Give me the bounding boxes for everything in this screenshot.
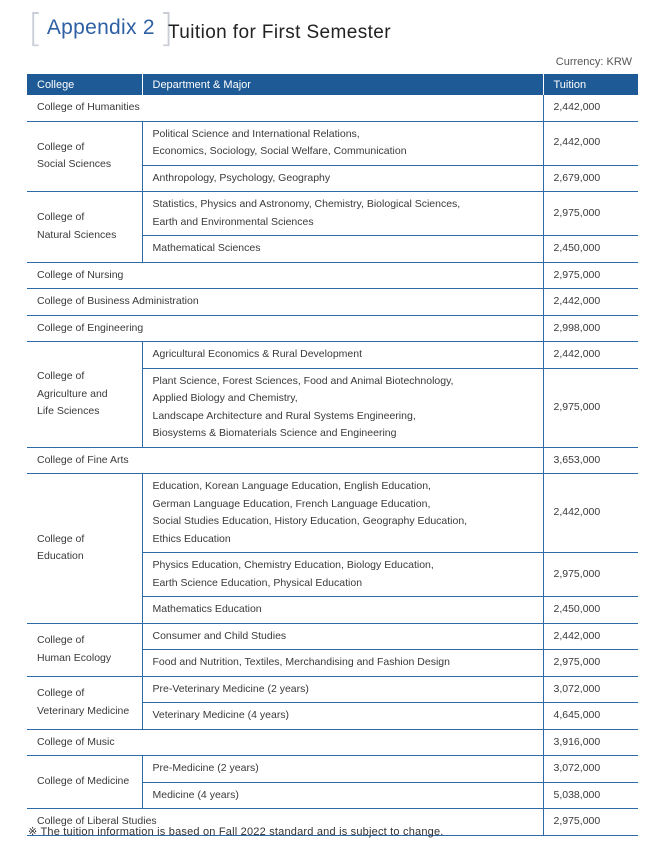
department-cell: Pre-Medicine (2 years)	[142, 756, 543, 783]
college-cell: College of Engineering	[27, 315, 543, 342]
tuition-cell: 2,975,000	[543, 192, 638, 236]
college-cell: College of Fine Arts	[27, 447, 543, 474]
tuition-cell: 2,975,000	[543, 262, 638, 289]
currency-note: Currency: KRW	[555, 56, 632, 68]
table-row	[27, 192, 638, 236]
tuition-cell: 2,998,000	[543, 315, 638, 342]
department-cell: Veterinary Medicine (4 years)	[142, 703, 543, 730]
tuition-cell: 2,450,000	[543, 597, 638, 624]
table-row	[27, 474, 638, 553]
tuition-cell: 2,679,000	[543, 165, 638, 192]
department-cell: Political Science and International Relations, Economics, Sociology, Social Welfare, Communication	[142, 121, 543, 165]
table-row	[27, 342, 638, 369]
college-cell: College of Agriculture and Life Sciences	[27, 342, 142, 448]
tuition-cell: 2,442,000	[543, 342, 638, 369]
college-cell: College of Humanities	[27, 95, 543, 121]
left-bracket-icon: [	[28, 6, 43, 50]
table-row	[27, 121, 638, 165]
department-cell: Physics Education, Chemistry Education, Biology Education, Earth Science Education, Physical Education	[142, 553, 543, 597]
table-body	[27, 95, 638, 835]
tuition-cell: 3,916,000	[543, 729, 638, 756]
table-row	[27, 315, 638, 342]
college-cell: College of Nursing	[27, 262, 543, 289]
tuition-cell: 2,442,000	[543, 95, 638, 121]
college-cell: College of Veterinary Medicine	[27, 676, 142, 729]
department-cell: Plant Science, Forest Sciences, Food and Animal Biotechnology, Applied Biology and Chemistry, Landscape Architecture and Rural Systems Engineering, Biosystems & Biomaterials Science and Engineering	[142, 368, 543, 447]
department-cell: Education, Korean Language Education, English Education, German Language Education, French Language Education, Social Studies Education, History Education, Geography Education, Ethics Education	[142, 474, 543, 553]
table-row	[27, 262, 638, 289]
college-cell: College of Natural Sciences	[27, 192, 142, 263]
tuition-cell: 2,975,000	[543, 368, 638, 447]
appendix-label	[28, 6, 174, 50]
college-cell: College of Human Ecology	[27, 623, 142, 676]
table-header-row	[27, 74, 638, 95]
table-row	[27, 756, 638, 783]
tuition-cell: 2,975,000	[543, 809, 638, 836]
right-bracket-icon: ]	[158, 6, 174, 50]
page-header	[18, 6, 648, 50]
page-title: Tuition for First Semester	[168, 22, 391, 43]
college-cell: College of Business Administration	[27, 289, 543, 316]
department-cell: Food and Nutrition, Textiles, Merchandising and Fashion Design	[142, 650, 543, 677]
department-cell: Medicine (4 years)	[142, 782, 543, 809]
tuition-cell: 3,072,000	[543, 676, 638, 703]
department-cell: Mathematics Education	[142, 597, 543, 624]
table-row	[27, 729, 638, 756]
tuition-cell: 2,975,000	[543, 553, 638, 597]
tuition-cell: 2,442,000	[543, 623, 638, 650]
tuition-cell: 2,442,000	[543, 474, 638, 553]
department-cell: Mathematical Sciences	[142, 236, 543, 263]
column-header-department: Department & Major	[142, 74, 543, 95]
tuition-cell: 3,653,000	[543, 447, 638, 474]
department-cell: Statistics, Physics and Astronomy, Chemistry, Biological Sciences, Earth and Environmental Sciences	[142, 192, 543, 236]
tuition-cell: 3,072,000	[543, 756, 638, 783]
table-row	[27, 95, 638, 121]
appendix-text: Appendix 2	[46, 16, 155, 39]
college-cell: College of Medicine	[27, 756, 142, 809]
tuition-table	[27, 74, 638, 836]
college-cell: College of Liberal Studies	[27, 809, 543, 836]
department-cell: Pre-Veterinary Medicine (2 years)	[142, 676, 543, 703]
college-cell: College of Social Sciences	[27, 121, 142, 192]
table-row	[27, 447, 638, 474]
tuition-cell: 2,442,000	[543, 121, 638, 165]
tuition-cell: 2,442,000	[543, 289, 638, 316]
table-row	[27, 676, 638, 703]
department-cell: Agricultural Economics & Rural Development	[142, 342, 543, 369]
department-cell: Anthropology, Psychology, Geography	[142, 165, 543, 192]
college-cell: College of Music	[27, 729, 543, 756]
table-row	[27, 289, 638, 316]
tuition-cell: 5,038,000	[543, 782, 638, 809]
tuition-cell: 2,975,000	[543, 650, 638, 677]
tuition-cell: 2,450,000	[543, 236, 638, 263]
department-cell: Consumer and Child Studies	[142, 623, 543, 650]
column-header-tuition: Tuition	[543, 74, 638, 95]
footnote: ※ The tuition information is based on Fall 2022 standard and is subject to change.	[28, 826, 444, 838]
college-cell: College of Education	[27, 474, 142, 624]
table-row	[27, 623, 638, 650]
column-header-college: College	[27, 74, 142, 95]
tuition-cell: 4,645,000	[543, 703, 638, 730]
